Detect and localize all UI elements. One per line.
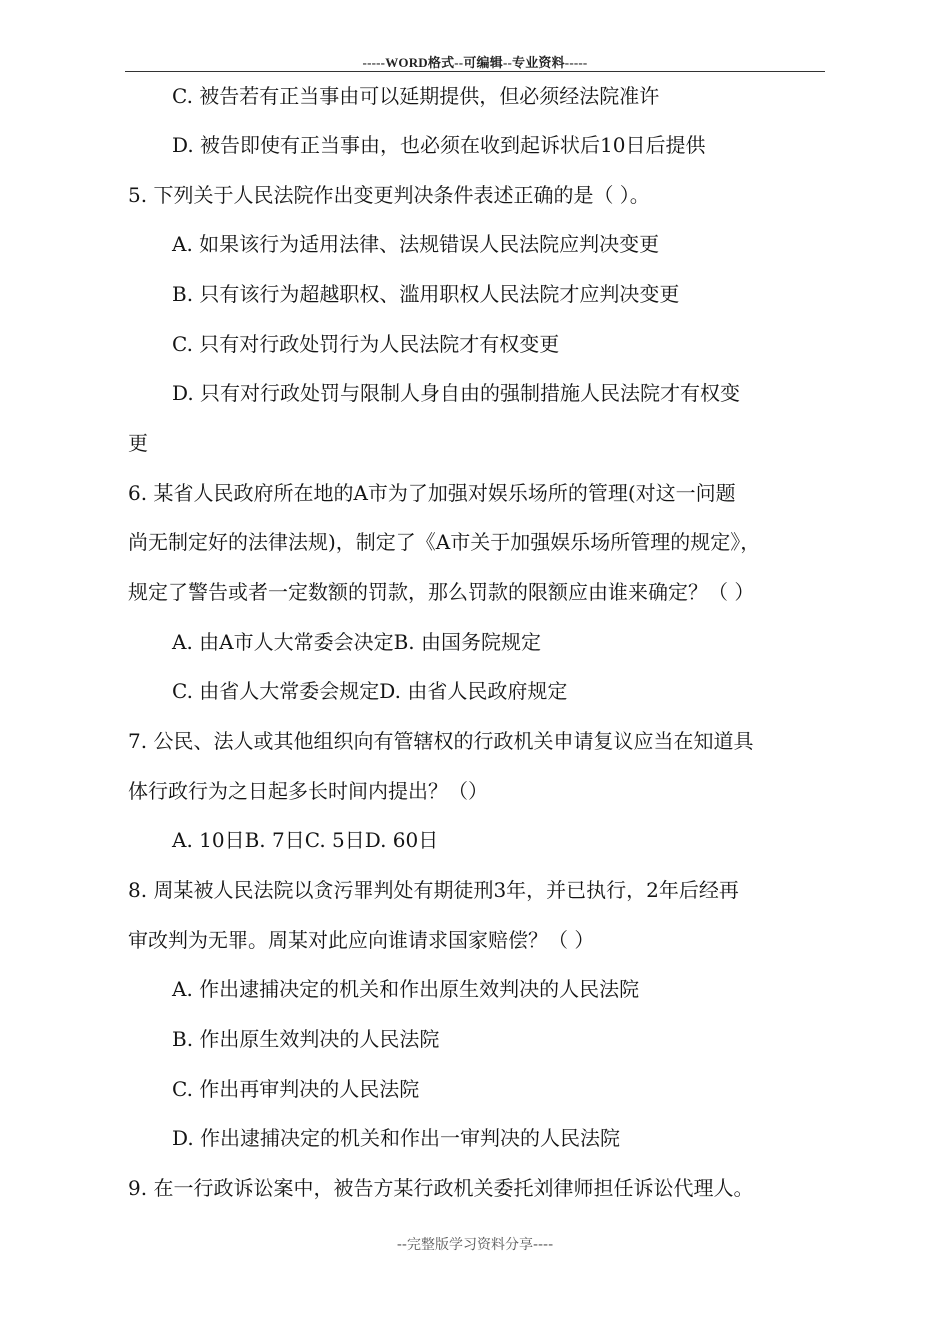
question-6-line-2: 尚无制定好的法律法规)，制定了《A市关于加强娱乐场所管理的规定》， <box>128 530 761 554</box>
header-rule <box>125 71 825 72</box>
option-5a: A. 如果该行为适用法律、法规错误人民法院应判决变更 <box>172 232 660 256</box>
option-6cd: C. 由省人大常委会规定D. 由省人民政府规定 <box>172 679 568 703</box>
page-footer: --完整版学习资料分享---- <box>396 1237 554 1253</box>
question-8-line-2: 审改判为无罪。周某对此应向谁请求国家赔偿？（ ） <box>128 928 595 952</box>
page-header: -----WORD格式--可编辑--专业资料----- <box>362 55 588 70</box>
option-8d: D. 作出逮捕决定的机关和作出一审判决的人民法院 <box>172 1126 621 1150</box>
option-4d: D. 被告即使有正当事由，也必须在收到起诉状后10日后提供 <box>172 133 706 157</box>
option-7abcd: A. 10日B. 7日C. 5日D. 60日 <box>172 828 439 852</box>
question-7: 7. 公民、法人或其他组织向有管辖权的行政机关申请复议应当在知道具 <box>128 729 754 753</box>
question-7-line-2: 体行政行为之日起多长时间内提出？（） <box>128 779 488 803</box>
question-5: 5. 下列关于人民法院作出变更判决条件表述正确的是（ ）。 <box>128 183 650 207</box>
option-8b: B. 作出原生效判决的人民法院 <box>172 1027 440 1051</box>
option-5c: C. 只有对行政处罚行为人民法院才有权变更 <box>172 332 560 356</box>
option-5b: B. 只有该行为超越职权、滥用职权人民法院才应判决变更 <box>172 282 680 306</box>
question-8: 8. 周某被人民法院以贪污罪判处有期徒刑3年，并已执行，2年后经再 <box>128 878 739 902</box>
option-5d: D. 只有对行政处罚与限制人身自由的强制措施人民法院才有权变 <box>172 381 741 405</box>
question-6: 6. 某省人民政府所在地的A市为了加强对娱乐场所的管理(对这一问题 <box>128 481 736 505</box>
option-8c: C. 作出再审判决的人民法院 <box>172 1077 420 1101</box>
option-8a: A. 作出逮捕决定的机关和作出原生效判决的人民法院 <box>172 977 640 1001</box>
question-9: 9. 在一行政诉讼案中，被告方某行政机关委托刘律师担任诉讼代理人。 <box>128 1176 754 1200</box>
option-6ab: A. 由A市人大常委会决定B. 由国务院规定 <box>172 630 542 654</box>
question-6-line-3: 规定了警告或者一定数额的罚款，那么罚款的限额应由谁来确定？（ ） <box>128 580 755 604</box>
option-4c: C. 被告若有正当事由可以延期提供，但必须经法院准许 <box>172 84 660 108</box>
option-5d-continued: 更 <box>128 431 148 455</box>
